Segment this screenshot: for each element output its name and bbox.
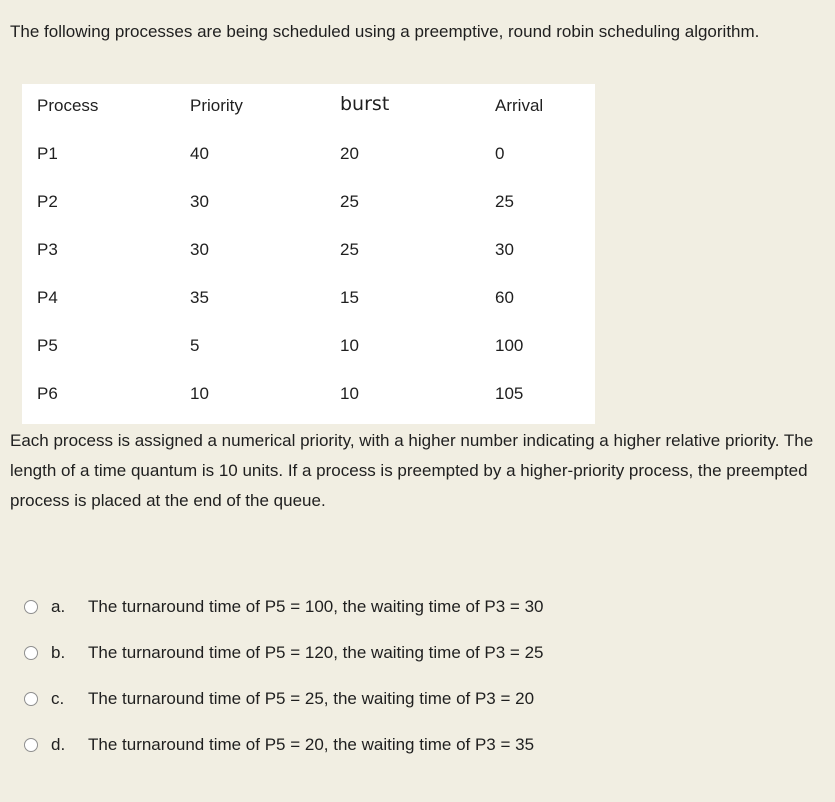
table-cell: P3	[37, 240, 58, 259]
answer-options	[24, 590, 824, 774]
table-row	[22, 132, 595, 180]
table-row	[22, 180, 595, 228]
table-cell: 10	[340, 384, 359, 403]
answer-letter: a.	[51, 597, 66, 616]
table-cell: 15	[340, 288, 359, 307]
radio-button-icon[interactable]	[24, 692, 38, 706]
table-cell: 30	[190, 240, 209, 259]
answer-text: The turnaround time of P5 = 100, the waiting time of P3 = 30	[88, 597, 544, 616]
table-header-row	[22, 84, 595, 132]
table-cell: P6	[37, 384, 58, 403]
answer-option-a[interactable]	[24, 590, 824, 636]
table-row	[22, 228, 595, 276]
table-cell: 5	[190, 336, 200, 355]
answer-letter: d.	[51, 735, 66, 754]
radio-button-icon[interactable]	[24, 646, 38, 660]
answer-letter: b.	[51, 643, 66, 662]
table-cell: 10	[190, 384, 209, 403]
table-cell: 35	[190, 288, 209, 307]
table-cell: 25	[340, 240, 359, 259]
header-arrival: Arrival	[495, 96, 544, 115]
table-cell: 40	[190, 144, 209, 163]
table-row	[22, 324, 595, 372]
table-cell: 20	[340, 144, 359, 163]
header-priority: Priority	[190, 96, 243, 115]
table-cell: 10	[340, 336, 359, 355]
radio-button-icon[interactable]	[24, 738, 38, 752]
table-cell: P4	[37, 288, 58, 307]
process-table	[22, 84, 595, 424]
answer-text: The turnaround time of P5 = 25, the waiting time of P3 = 20	[88, 689, 535, 708]
table-cell: 0	[495, 144, 505, 163]
table-cell: 30	[495, 240, 514, 259]
table-cell: P2	[37, 192, 58, 211]
question-intro: The following processes are being scheduled using a preemptive, round robin scheduling algorithm.	[10, 22, 760, 41]
answer-option-d[interactable]	[24, 728, 824, 774]
table-cell: 25	[340, 192, 359, 211]
table-cell: 30	[190, 192, 209, 211]
header-process: Process	[37, 96, 99, 115]
answer-option-b[interactable]	[24, 636, 824, 682]
header-burst: burst	[340, 93, 390, 115]
table-row	[22, 372, 595, 420]
table-cell: 25	[495, 192, 514, 211]
table-cell: 60	[495, 288, 514, 307]
answer-text: The turnaround time of P5 = 120, the waiting time of P3 = 25	[88, 643, 544, 662]
table-cell: 105	[495, 384, 524, 403]
radio-button-icon[interactable]	[24, 600, 38, 614]
question-note: Each process is assigned a numerical priority, with a higher number indicating a higher relative priority. The length of a time quantum is 10 units. If a process is preempted by a higher-priority process, the preempted process is placed at the end of the queue.	[10, 431, 814, 510]
table-cell: P1	[37, 144, 58, 163]
answer-text: The turnaround time of P5 = 20, the waiting time of P3 = 35	[88, 735, 535, 754]
table-cell: P5	[37, 336, 58, 355]
answer-letter: c.	[51, 689, 65, 708]
table-row	[22, 276, 595, 324]
table-cell: 100	[495, 336, 524, 355]
answer-option-c[interactable]	[24, 682, 824, 728]
